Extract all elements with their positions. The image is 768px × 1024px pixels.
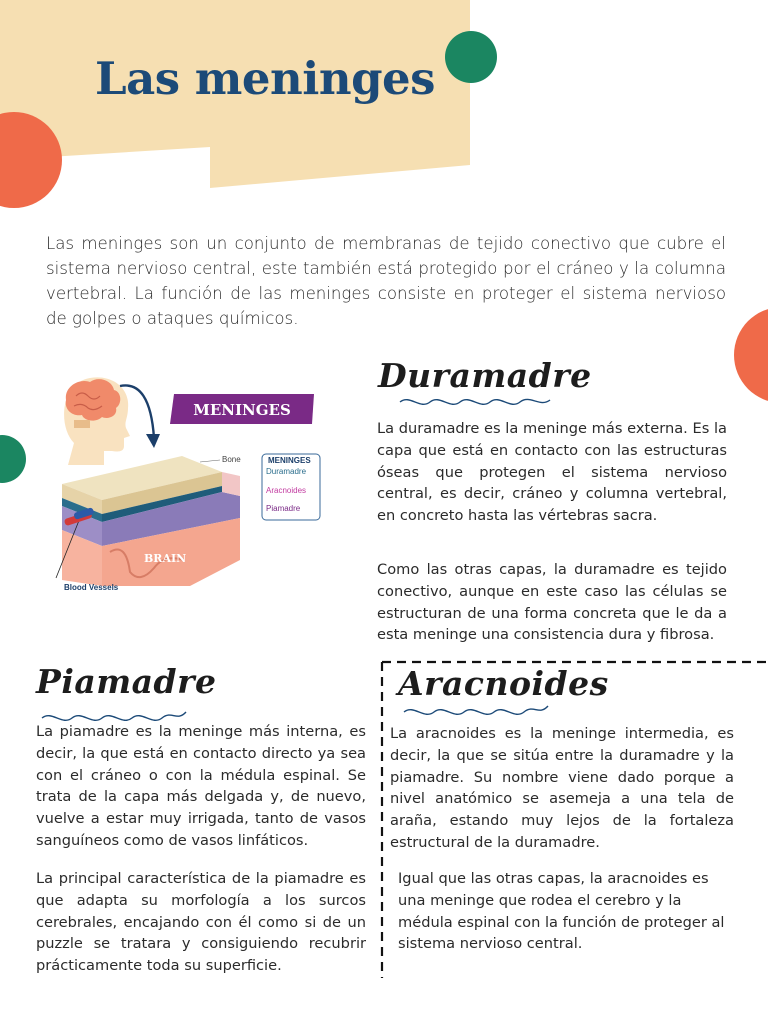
legend-item-duramadre: Duramadre <box>266 467 307 476</box>
banner-text: MENINGES <box>193 401 291 419</box>
legend-title: MENINGES <box>268 456 311 465</box>
page-title: Las meninges <box>95 52 436 105</box>
squiggle-piamadre <box>42 712 186 720</box>
label-bone: Bone <box>222 455 241 464</box>
green-circle-top <box>445 31 497 83</box>
orange-circle-right <box>734 307 768 403</box>
duramadre-paragraph-1: La duramadre es la meninge más externa. Es la capa que está en contacto con las estructuras óseas que protegen el sistema nervioso central, es decir, cráneo y columna vertebral, en concreto hasta las vértebras sacra. <box>377 420 727 525</box>
meninges-illustration <box>50 372 340 600</box>
aracnoides-paragraph-2: Igual que las otras capas, la aracnoides es una meninge que rodea el cerebro y la médula espinal con la función de proteger al sistema nervioso central. <box>398 870 725 953</box>
aracnoides-paragraph-1: La aracnoides es la meninge intermedia, es decir, la que se sitúa entre la duramadre y la piamadre. Su nombre viene dado porque a nivel anatómico se asemeja a una tela de araña, estando muy lejos de la fortaleza estructural de la duramadre. <box>390 725 734 851</box>
label-brain: BRAIN <box>144 552 187 565</box>
heading-aracnoides: Aracnoides <box>398 664 609 703</box>
heading-duramadre: Duramadre <box>378 356 592 395</box>
duramadre-paragraph-2: Como las otras capas, la duramadre es tejido conectivo, aunque en este caso las células se estructuran de una forma concreta que le da a esta meninge una consistencia dura y fibrosa. <box>377 561 727 644</box>
green-circle-left <box>0 435 26 483</box>
legend-item-aracnoides: Aracnoides <box>266 486 307 495</box>
squiggle-duramadre <box>400 399 550 404</box>
intro-paragraph: Las meninges son un conjunto de membranas de tejido conectivo que cubre el sistema nervioso central, este también está protegido por el cráneo y la columna vertebral. La función de las meninges consiste en proteger el sistema nervioso de golpes o ataques químicos. <box>46 234 726 328</box>
label-blood-vessels: Blood Vessels <box>64 583 119 592</box>
heading-piamadre: Piamadre <box>36 662 217 701</box>
piamadre-paragraph-1: La piamadre es la meninge más interna, es decir, la que está en contacto directo ya sea con el cráneo o con la médula espinal. Se trata de la capa más delgada y, de nuevo, vuelve a estar muy irrigada, tanto de vasos sanguíneos como de vasos linfáticos. <box>36 723 366 849</box>
squiggle-aracnoides <box>404 706 548 714</box>
piamadre-paragraph-2: La principal característica de la piamadre es que adapta su morfología a los surcos cerebrales, encajando con él como si de un puzzle se tratara y consiguiendo recubrir prácticamente toda su superficie. <box>36 870 366 975</box>
legend-item-piamadre: Piamadre <box>266 504 301 513</box>
